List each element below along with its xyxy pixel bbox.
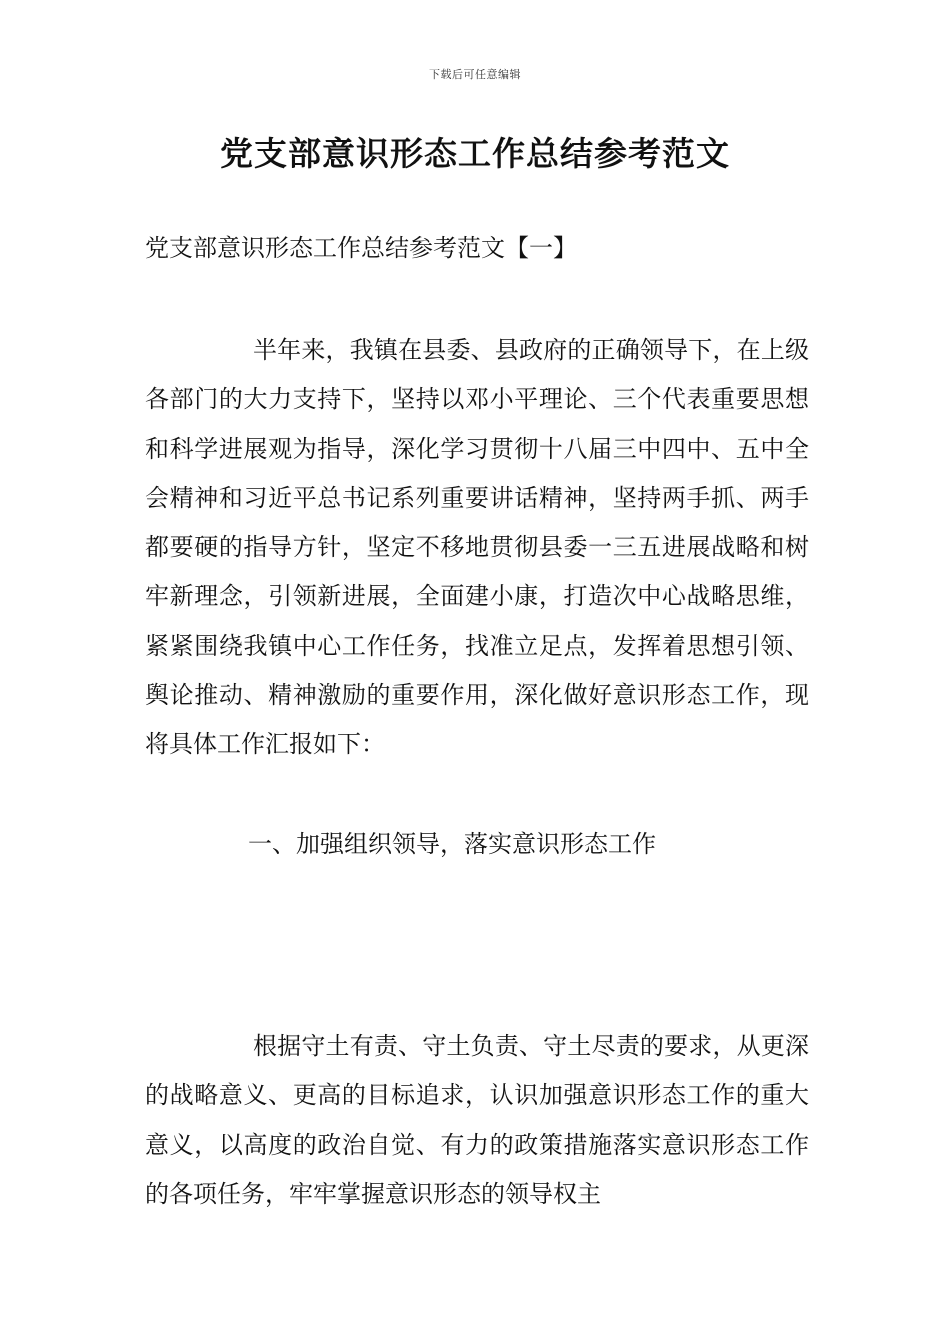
section-heading-1: 一、加强组织领导，落实意识形态工作	[248, 830, 656, 858]
body-paragraph-1: 半年来，我镇在县委、县政府的正确领导下，在上级各部门的大力支持下，坚持以邓小平理论、三个代表重要思想和科学进展观为指导，深化学习贯彻十八届三中四中、五中全会精神和习近平总书记系列重要讲话精神，坚持两手抓、两手都要硬的指导方针，坚定不移地贯彻县委一三五进展战略和树牢新理念，引领新进展，全面建小康，打造次中心战略思维，紧紧围绕我镇中心工作任务，找准立足点，发挥着思想引领、舆论推动、精神激励的重要作用，深化做好意识形态工作，现将具体工作汇报如下：	[145, 336, 809, 759]
section-title: 党支部意识形态工作总结参考范文【一】	[145, 234, 577, 262]
document-title: 党支部意识形态工作总结参考范文	[220, 134, 730, 173]
header-note: 下载后可任意编辑	[429, 68, 521, 81]
body-paragraph-2: 根据守土有责、守土负责、守土尽责的要求，从更深的战略意义、更高的目标追求，认识加强意识形态工作的重大意义，以高度的政治自觉、有力的政策措施落实意识形态工作的各项任务，牢牢掌握意识形态的领导权主	[145, 1032, 809, 1208]
